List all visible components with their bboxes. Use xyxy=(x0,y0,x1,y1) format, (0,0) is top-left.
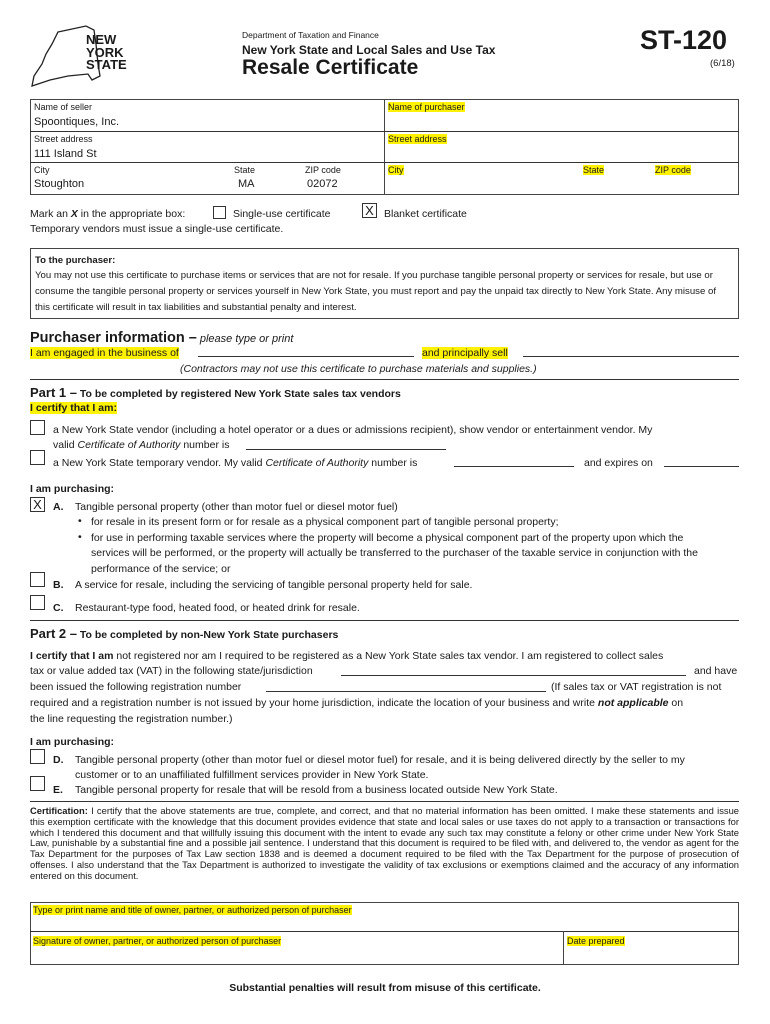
grid-row-divider xyxy=(30,131,739,132)
part2-line-4-suffix: on xyxy=(668,697,684,709)
mark-instruction xyxy=(30,208,185,220)
option-a-checkbox[interactable] xyxy=(30,497,45,512)
temp-certificate-line xyxy=(454,466,574,467)
grid-center-divider xyxy=(384,99,385,195)
part2-line-2: tax or value added tax (VAT) in the following state/jurisdiction xyxy=(30,665,313,677)
part2-line-4 xyxy=(30,697,683,709)
checkbox-x-mark: X xyxy=(33,497,42,512)
seller-name-value[interactable]: Spoontiques, Inc. xyxy=(34,116,120,128)
signature-field[interactable]: Signature of owner, partner, or authorized person of purchaser xyxy=(33,936,282,946)
certificate-of-authority-line xyxy=(246,449,446,450)
form-number: ST-120 xyxy=(640,25,728,55)
ny-vendor-prefix: valid xyxy=(53,439,78,451)
option-a-bullet-icon: • xyxy=(78,531,82,543)
temporary-vendor-note: Temporary vendors must issue a single-use certificate. xyxy=(30,223,284,235)
certification-heading: Certification: xyxy=(30,805,88,816)
part2-line-2-suffix: and have xyxy=(694,665,738,677)
option-a-bullet-icon: • xyxy=(78,515,82,527)
option-a-bullet-2-l2: services will be performed, or the property will actually be transferred to the purchaser of the taxable service in conjunction with the xyxy=(91,547,698,559)
part2-not-applicable: not applicable xyxy=(597,697,669,709)
option-b-checkbox[interactable] xyxy=(30,572,45,587)
temp-vendor-text xyxy=(53,457,417,469)
option-e-text: Tangible personal property for resale that will be resold from a business located outside New York State. xyxy=(75,784,558,796)
ny-vendor-suffix: number is xyxy=(180,439,230,451)
temp-vendor-italic: Certificate of Authority xyxy=(265,457,369,469)
single-use-checkbox[interactable] xyxy=(213,206,226,219)
option-e-checkbox[interactable] xyxy=(30,776,45,791)
ny-vendor-italic: Certificate of Authority xyxy=(77,439,181,451)
temp-vendor-suffix: number is xyxy=(368,457,418,469)
seller-city-label: City xyxy=(34,165,50,175)
option-a-bullet-1: for resale in its present form or for resale as a physical component part of tangible personal property; xyxy=(91,516,559,528)
form-revision: (6/18) xyxy=(710,58,735,69)
signature-date-divider xyxy=(563,931,564,965)
registration-number-line xyxy=(266,691,546,692)
part2-line-1-rest: not registered nor am I required to be registered as a New York State sales tax vendor. I am registered to collect sales xyxy=(113,650,664,662)
part2-line-5: the line requesting the registration number.) xyxy=(30,713,233,725)
mark-instruction-x: X xyxy=(70,208,78,220)
purchaser-zip-field[interactable]: ZIP code xyxy=(655,165,691,175)
certification-text: I certify that the above statements are true, complete, and correct, and that no material information has been omitted. I make these statements and issue this exemption certificate with the knowledge that this document provides evidence that state and local sales or use taxes do not apply to a transaction or transactions for which I tendered this document and that willfully issuing this document with the intent to evade any such tax may constitute a felony or other crime under New York State Law, punishable by a substantial fine and a possible jail sentence. I understand that this document is required to be filed with, and delivered to, the vendor as agent for the Tax Department for the purposes of Tax Law section 1838 and is deemed a document required to be filed with the Tax Department for the purpose of prosecution of offenses. I also understand that the Tax Department is authorized to investigate the validity of tax exclusions or exemptions claimed and the accuracy of any information entered on this document. xyxy=(30,805,739,881)
department-name: Department of Taxation and Finance xyxy=(242,30,379,40)
business-of-field[interactable]: I am engaged in the business of xyxy=(30,347,179,359)
jurisdiction-line xyxy=(341,675,686,676)
part1-certify: I certify that I am: xyxy=(30,402,117,414)
single-use-label: Single-use certificate xyxy=(233,208,331,220)
part2-title: Part 2 – xyxy=(30,626,77,641)
part2-line-3-suffix: (If sales tax or VAT registration is not xyxy=(551,681,722,693)
date-prepared-field[interactable]: Date prepared xyxy=(567,936,625,946)
part2-divider xyxy=(30,620,739,621)
owner-name-field[interactable]: Type or print name and title of owner, partner, or authorized person of purchaser xyxy=(33,905,352,915)
part1-title: Part 1 – xyxy=(30,385,77,400)
principally-sell-field[interactable]: and principally sell xyxy=(422,347,508,359)
purchaser-state-field[interactable]: State xyxy=(583,165,605,175)
part2-certify: I certify that I am xyxy=(30,650,114,662)
seller-street-value[interactable]: 111 Island St xyxy=(34,148,97,160)
part1-divider xyxy=(30,379,739,380)
ny-vendor-checkbox[interactable] xyxy=(30,420,45,435)
logo-text xyxy=(86,34,127,72)
logo-word: STATE xyxy=(86,57,127,72)
business-of-line xyxy=(198,356,414,357)
part2-line-1 xyxy=(30,650,663,662)
seller-street-label: Street address xyxy=(34,134,93,144)
part1-heading xyxy=(30,384,401,402)
purchaser-info-heading xyxy=(30,329,293,347)
blanket-label: Blanket certificate xyxy=(384,208,467,220)
logo-word: NEW xyxy=(86,32,117,47)
grid-row-divider xyxy=(30,162,739,163)
option-a-letter: A. xyxy=(53,501,64,513)
mark-instruction-prefix: Mark an xyxy=(30,208,71,220)
logo-word: YORK xyxy=(86,44,124,60)
contractors-note: (Contractors may not use this certificate to purchase materials and supplies.) xyxy=(180,363,537,375)
seller-zip-value[interactable]: 02072 xyxy=(307,178,338,190)
option-a-bullet-2-l1: for use in performing taxable services where the property will become a physical component part of the property upon which the xyxy=(91,532,684,544)
temp-vendor-checkbox[interactable] xyxy=(30,450,45,465)
part2-purchasing: I am purchasing: xyxy=(30,736,115,748)
ny-vendor-text-1: a New York State vendor (including a hotel operator or a dues or admissions recipient), show vendor or entertainment vendor. My xyxy=(53,424,653,436)
option-d-letter: D. xyxy=(53,754,64,766)
purchaser-city-field[interactable]: City xyxy=(388,165,404,175)
mark-instruction-suffix: in the appropriate box: xyxy=(77,208,186,220)
signature-row-divider xyxy=(30,931,739,932)
purchaser-info-title: Purchaser information – xyxy=(30,330,197,346)
seller-state-value[interactable]: MA xyxy=(238,178,255,190)
seller-city-value[interactable]: Stoughton xyxy=(34,178,85,190)
certification-divider xyxy=(30,801,739,802)
part2-line-4-prefix: required and a registration number is not issued by your home jurisdiction, indicate the location of your business and write xyxy=(30,697,598,709)
option-c-letter: C. xyxy=(53,602,64,614)
option-d-text-2: customer or to an unaffiliated fulfillment services provider in New York State. xyxy=(75,769,429,781)
purchaser-name-field[interactable]: Name of purchaser xyxy=(388,102,465,112)
part1-note: To be completed by registered New York State sales tax vendors xyxy=(76,388,401,400)
seller-state-label: State xyxy=(234,165,256,175)
certification-block xyxy=(30,806,739,882)
form-title: Resale Certificate xyxy=(242,56,419,79)
to-purchaser-heading: To the purchaser: xyxy=(35,255,116,266)
checkbox-x-mark: X xyxy=(365,203,374,218)
to-purchaser-box xyxy=(30,248,739,319)
principally-sell-line xyxy=(523,356,739,357)
part2-note: To be completed by non-New York State purchasers xyxy=(76,629,339,641)
option-d-text-1: Tangible personal property (other than motor fuel or diesel motor fuel) for resale, and it is being delivered directly by the seller to my xyxy=(75,754,685,766)
ny-vendor-text-2 xyxy=(53,439,229,451)
part1-purchasing: I am purchasing: xyxy=(30,483,115,495)
to-purchaser-text: You may not use this certificate to purchase items or services that are not for resale. If you purchase tangible personal property or services for resale, but use or consume the tangible personal property or services yourself in New York State, you must report and pay the unpaid tax directly to New York State. Any misuse of this certificate will result in tax liabilities and substantial penalty and interest. xyxy=(35,270,716,313)
option-e-letter: E. xyxy=(53,784,63,796)
expires-on-line xyxy=(664,466,739,467)
part2-line-3: been issued the following registration number xyxy=(30,681,242,693)
temp-vendor-prefix: a New York State temporary vendor. My valid xyxy=(53,457,266,469)
option-c-text: Restaurant-type food, heated food, or heated drink for resale. xyxy=(75,602,360,614)
expires-on-label: and expires on xyxy=(584,457,653,469)
part2-heading xyxy=(30,625,338,643)
seller-zip-label: ZIP code xyxy=(305,165,341,175)
option-a-bullet-2-l3: performance of the service; or xyxy=(91,563,231,575)
footer-warning: Substantial penalties will result from misuse of this certificate. xyxy=(229,982,541,994)
purchaser-street-field[interactable]: Street address xyxy=(388,134,447,144)
form-subtitle: New York State and Local Sales and Use Tax xyxy=(242,43,496,57)
option-b-text: A service for resale, including the servicing of tangible personal property held for sale. xyxy=(75,579,473,591)
option-b-letter: B. xyxy=(53,579,64,591)
purchaser-info-note: please type or print xyxy=(196,333,294,345)
option-d-checkbox[interactable] xyxy=(30,749,45,764)
option-a-text: Tangible personal property (other than motor fuel or diesel motor fuel) xyxy=(75,501,398,513)
blanket-checkbox[interactable] xyxy=(362,203,377,218)
seller-name-label: Name of seller xyxy=(34,102,93,112)
option-c-checkbox[interactable] xyxy=(30,595,45,610)
